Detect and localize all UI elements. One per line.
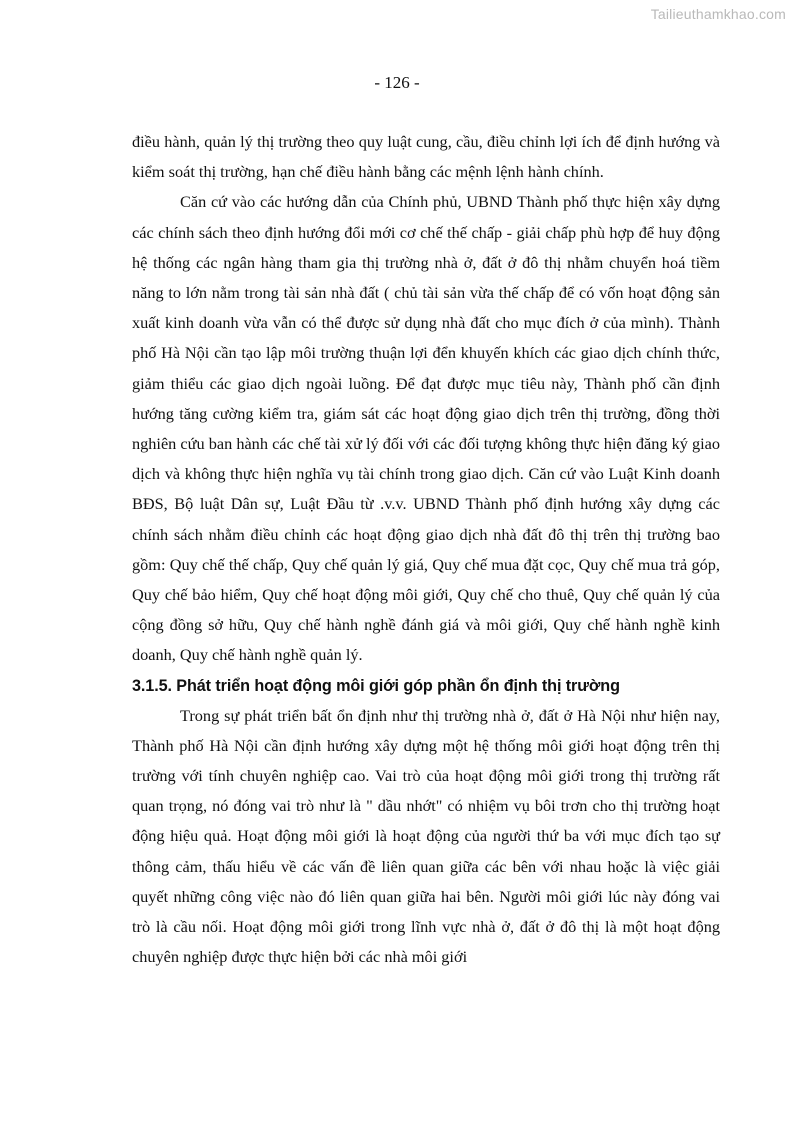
page-number: - 126 - (374, 73, 420, 92)
section-heading: 3.1.5. Phát triển hoạt động môi giới góp phần ổn định thị trường (132, 676, 620, 695)
paragraph-brokerage: Trong sự phát triển bất ổn định như thị trường nhà ở, đất ở Hà Nội như hiện nay, Thành phố Hà Nội cần định hướng xây dựng một hệ thống môi giới hoạt động trên thị trường với tính chuyên nghiệp cao. Vai trò của hoạt động môi giới trong thị trường rất quan trọng, nó đóng vai trò như là " dầu nhớt" có nhiệm vụ bôi trơn cho thị trường hoạt động hiệu quả. Hoạt động môi giới là hoạt động của người thứ ba với mục đích tạo sự thông cảm, thấu hiểu về các vấn đề liên quan giữa các bên với nhau hoặc là việc giải quyết những công việc nào đó liên quan giữa hai bên. Người môi giới lúc này đóng vai trò là cầu nối. Hoạt động môi giới trong lĩnh vực nhà ở, đất ở đô thị là một hoạt động chuyên nghiệp được thực hiện bởi các nhà môi giới (132, 705, 720, 967)
paragraph-policy: Căn cứ vào các hướng dẫn của Chính phủ, UBND Thành phố thực hiện xây dựng các chính sách theo định hướng đổi mới cơ chế thế chấp - giải chấp phù hợp để huy động hệ thống các ngân hàng tham gia thị trường nhà ở, đất ở đô thị nhằm chuyển hoá tiềm năng to lớn nằm trong tài sản nhà đất ( chủ tài sản vừa thế chấp để có vốn hoạt động sản xuất kinh doanh vừa vẫn có thể được sử dụng nhà đất cho mục đích ở của mình). Thành phố Hà Nội cần tạo lập môi trường thuận lợi đển khuyến khích các giao dịch chính thức, giảm thiểu các giao dịch ngoài luồng. Để đạt được mục tiêu này, Thành phố cần định hướng tăng cường kiểm tra, giám sát các hoạt động giao dịch trên thị trường, đồng thời nghiên cứu ban hành các chế tài xử lý đối với các đối tượng không thực hiện đăng ký giao dịch và không thực hiện nghĩa vụ tài chính trong giao dịch. Căn cứ vào Luật Kinh doanh BĐS, Bộ luật Dân sự, Luật Đầu từ .v.v. UBND Thành phố định hướng xây dựng các chính sách nhằm điều chỉnh các hoạt động giao dịch nhà đất đô thị trên thị trường bao gồm: Quy chế thế chấp, Quy chế quản lý giá, Quy chế mua đặt cọc, Quy chế mua trả góp, Quy chế bảo hiểm, Quy chế hoạt động môi giới, Quy chế cho thuê, Quy chế quản lý của cộng đồng sở hữu, Quy chế hành nghề đánh giá và môi giới, Quy chế hành nghề kinh doanh, Quy chế hành nghề quản lý. (132, 192, 720, 665)
watermark: Tailieuthamkhao.com (650, 6, 786, 22)
paragraph-continuation: điều hành, quản lý thị trường theo quy luật cung, cầu, điều chỉnh lợi ích để định hướng và kiểm soát thị trường, hạn chế điều hành bằng các mệnh lệnh hành chính. (132, 132, 720, 182)
document-body (132, 127, 720, 972)
